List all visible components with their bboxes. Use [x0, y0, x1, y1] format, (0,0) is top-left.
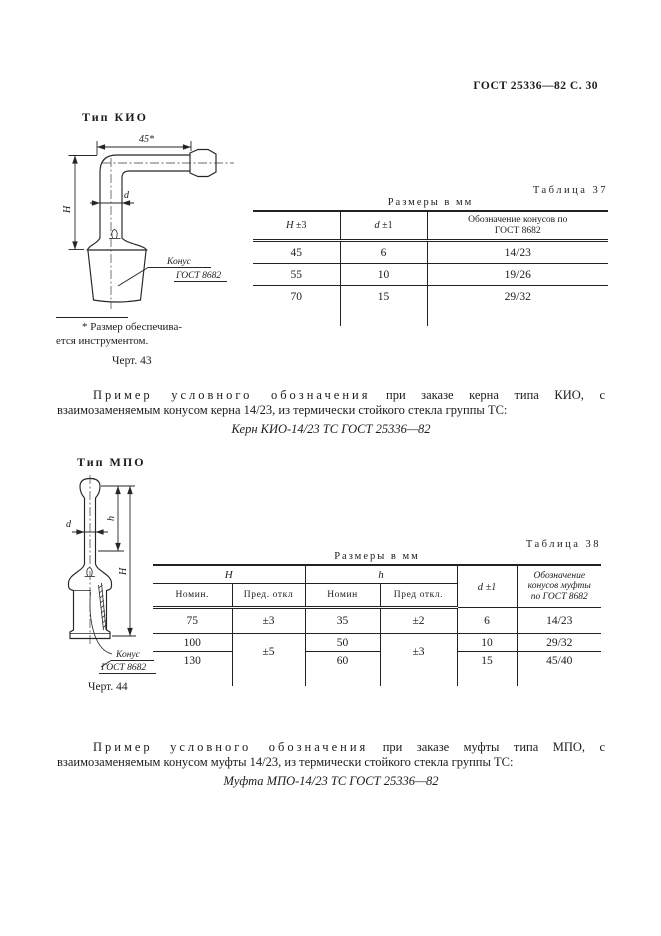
- subheader-H-deviation: Пред. откл: [232, 584, 305, 608]
- table-row: [253, 241, 608, 264]
- table-38-units-label: Размеры в мм: [334, 551, 420, 562]
- dimension-label-H: H: [118, 567, 129, 575]
- cell-d: 6: [340, 241, 427, 264]
- example-line2: взаимозаменяемым конусом керна 14/23, из термически стойкого стекла группы ТС:: [57, 403, 508, 417]
- cone-label-line1: Конус: [167, 257, 191, 267]
- cell-H: 55: [253, 264, 340, 286]
- cell-H: 70: [290, 290, 302, 303]
- group-header-h: h: [305, 565, 457, 584]
- cone-leader-curve: [90, 592, 112, 654]
- table-row: [153, 634, 601, 652]
- cell-H-deviation-merged: ±5: [232, 634, 305, 671]
- cell-h-nominal: 60: [305, 652, 380, 671]
- figure-44-type-label: Тип МПО: [77, 455, 146, 469]
- dimension-label-d: d: [124, 190, 129, 201]
- example-paragraph-kio: [57, 388, 605, 437]
- cell-d: 10: [340, 264, 427, 286]
- vent-hole-glyph: [87, 568, 92, 577]
- cell-d: 15: [457, 652, 517, 671]
- page-header: ГОСТ 25336—82 С. 30: [473, 80, 598, 92]
- table-37-block: [253, 185, 608, 326]
- cell-H-deviation: ±3: [232, 608, 305, 634]
- cell-designation: 14/23: [427, 241, 608, 264]
- designation-line: Муфта МПО-14/23 ТС ГОСТ 25336—82: [223, 774, 439, 788]
- table-row: [153, 608, 601, 634]
- footnote-line1: * Размер обеспечива-: [82, 321, 183, 333]
- figure-44-caption: Черт. 44: [88, 681, 128, 693]
- dimension-label-45: 45*: [139, 134, 154, 145]
- subheader-h-deviation: Пред откл.: [380, 584, 457, 608]
- cone-label-line2: ГОСТ 8682: [176, 271, 222, 281]
- dimension-label-h: h: [106, 516, 117, 521]
- table-38-group-header-row: [153, 565, 601, 584]
- cell-d: 10: [457, 634, 517, 652]
- example-line1: Пример условного обозначения при заказе муфты типа МПО, с: [93, 740, 606, 754]
- column-header-designation: Обозначение конусов муфты по ГОСТ 8682: [517, 565, 601, 608]
- footnote-line2: ется инструментом.: [56, 334, 149, 347]
- dimension-label-d: d: [66, 519, 71, 530]
- cell-designation: 29/32: [517, 634, 601, 652]
- cell-H-nominal: 130: [183, 655, 201, 667]
- example-paragraph-mpo: [57, 740, 605, 789]
- footnote: [56, 317, 242, 348]
- subheader-H-nominal: Номин.: [153, 584, 232, 608]
- table-rule-extension: [253, 307, 608, 326]
- figure-43-type-label: Тип КИО: [82, 110, 148, 124]
- table-37-title: Таблица 37: [532, 185, 608, 196]
- figure-43-caption: Черт. 43: [112, 355, 152, 367]
- table-row: [153, 652, 601, 671]
- cell-d: 15: [340, 286, 427, 308]
- table-38: [153, 564, 601, 686]
- subheader-h-nominal: Номин: [305, 584, 380, 608]
- cell-h-nominal: 50: [305, 634, 380, 652]
- table-37: [253, 210, 608, 326]
- example-line2: взаимозаменяемым конусом муфты 14/23, из термически стойкого стекла группы ТС:: [57, 755, 514, 769]
- cell-designation: 29/32: [427, 286, 608, 308]
- table-row: [253, 286, 608, 308]
- table-row: [253, 264, 608, 286]
- table-rule-extension: [153, 670, 601, 686]
- cell-H: 45: [253, 241, 340, 264]
- table-38-title: Таблица 38: [525, 539, 601, 550]
- table-37-header-row: [253, 211, 608, 241]
- vent-hole-glyph: [112, 230, 117, 239]
- cone-label-line1: Конус: [116, 650, 140, 660]
- footnote-rule: [56, 317, 128, 318]
- cell-d: 6: [457, 608, 517, 634]
- column-header-d: d ±1: [340, 211, 427, 241]
- table-37-units-label: Размеры в мм: [387, 197, 474, 208]
- table-38-block: [153, 539, 601, 686]
- example-line1: Пример условного обозначения при заказе керна типа КИО, с: [93, 388, 605, 402]
- column-header-designation: Обозначение конусов по ГОСТ 8682: [427, 211, 608, 241]
- cell-H-nominal: 100: [153, 634, 232, 652]
- cell-designation: 45/40: [517, 652, 601, 671]
- cell-designation: 19/26: [427, 264, 608, 286]
- designation-line: Керн КИО-14/23 ТС ГОСТ 25336—82: [231, 422, 431, 436]
- cell-H-nominal: 75: [153, 608, 232, 634]
- cell-h-deviation: ±2: [380, 608, 457, 634]
- dimension-label-H: H: [62, 205, 73, 213]
- column-header-d: d ±1: [457, 565, 517, 608]
- group-header-H: H: [153, 565, 305, 584]
- technical-drawing-kio: [55, 128, 247, 320]
- cell-designation: 14/23: [517, 608, 601, 634]
- cell-h-deviation-merged: ±3: [380, 634, 457, 671]
- cell-h-nominal: 35: [305, 608, 380, 634]
- cone-label-line2: ГОСТ 8682: [101, 663, 147, 673]
- column-header-H: H ±3: [253, 211, 340, 241]
